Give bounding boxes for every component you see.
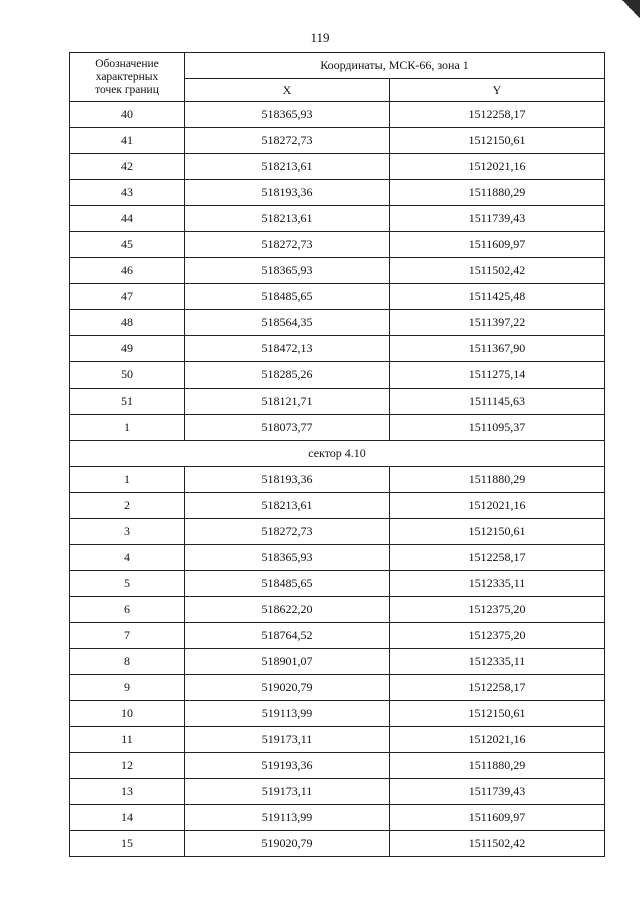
y-coordinate-cell: 1511367,90 bbox=[390, 336, 605, 362]
x-coordinate-cell: 519173,11 bbox=[185, 779, 390, 805]
x-coordinate-cell: 519020,79 bbox=[185, 675, 390, 701]
coordinates-table bbox=[69, 52, 605, 857]
table-row bbox=[70, 128, 605, 154]
x-coordinate-cell: 519193,36 bbox=[185, 753, 390, 779]
y-coordinate-cell: 1511609,97 bbox=[390, 805, 605, 831]
table-row bbox=[70, 753, 605, 779]
x-coordinate-cell: 518622,20 bbox=[185, 596, 390, 622]
y-coordinate-cell: 1511739,43 bbox=[390, 779, 605, 805]
point-number-cell: 50 bbox=[70, 362, 185, 388]
x-coordinate-cell: 518193,36 bbox=[185, 180, 390, 206]
x-coordinate-cell: 518073,77 bbox=[185, 414, 390, 440]
x-coordinate-cell: 518213,61 bbox=[185, 206, 390, 232]
y-coordinate-cell: 1511502,42 bbox=[390, 258, 605, 284]
y-coordinate-cell: 1512258,17 bbox=[390, 102, 605, 128]
point-number-cell: 1 bbox=[70, 414, 185, 440]
table-row bbox=[70, 336, 605, 362]
table-row bbox=[70, 596, 605, 622]
table-row bbox=[70, 232, 605, 258]
y-coordinate-cell: 1511609,97 bbox=[390, 232, 605, 258]
x-coordinate-cell: 519113,99 bbox=[185, 805, 390, 831]
table-row bbox=[70, 570, 605, 596]
point-number-cell: 45 bbox=[70, 232, 185, 258]
point-number-cell: 2 bbox=[70, 492, 185, 518]
x-coordinate-cell: 518485,65 bbox=[185, 284, 390, 310]
y-coordinate-cell: 1512335,11 bbox=[390, 648, 605, 674]
table-row bbox=[70, 727, 605, 753]
x-coordinate-cell: 518272,73 bbox=[185, 232, 390, 258]
x-coordinate-cell: 518365,93 bbox=[185, 544, 390, 570]
table-row bbox=[70, 544, 605, 570]
x-coordinate-cell: 518485,65 bbox=[185, 570, 390, 596]
table-row bbox=[70, 622, 605, 648]
point-label-line: точек границ bbox=[95, 83, 159, 96]
point-number-cell: 14 bbox=[70, 805, 185, 831]
x-coordinate-cell: 518472,13 bbox=[185, 336, 390, 362]
y-coordinate-cell: 1511397,22 bbox=[390, 310, 605, 336]
x-coordinate-cell: 519113,99 bbox=[185, 701, 390, 727]
table-row bbox=[70, 675, 605, 701]
page-number: 119 bbox=[310, 30, 330, 45]
x-coordinate-cell: 518213,61 bbox=[185, 492, 390, 518]
x-coordinate-cell: 518272,73 bbox=[185, 128, 390, 154]
y-coordinate-cell: 1512375,20 bbox=[390, 596, 605, 622]
point-number-cell: 40 bbox=[70, 102, 185, 128]
point-number-cell: 9 bbox=[70, 675, 185, 701]
point-number-cell: 8 bbox=[70, 648, 185, 674]
table-row bbox=[70, 362, 605, 388]
point-label-line: характерных bbox=[95, 70, 159, 83]
x-coordinate-cell: 518365,93 bbox=[185, 258, 390, 284]
point-number-cell: 10 bbox=[70, 701, 185, 727]
table-row bbox=[70, 206, 605, 232]
table-row bbox=[70, 648, 605, 674]
y-coordinate-cell: 1512021,16 bbox=[390, 727, 605, 753]
y-coordinate-cell: 1511502,42 bbox=[390, 831, 605, 857]
coords-title-header: Координаты, МСК-66, зона 1 bbox=[185, 53, 605, 79]
table-row bbox=[70, 831, 605, 857]
x-coordinate-cell: 518764,52 bbox=[185, 622, 390, 648]
y-coordinate-cell: 1512258,17 bbox=[390, 675, 605, 701]
point-number-cell: 41 bbox=[70, 128, 185, 154]
y-coordinate-cell: 1511880,29 bbox=[390, 466, 605, 492]
point-number-cell: 49 bbox=[70, 336, 185, 362]
table-row bbox=[70, 258, 605, 284]
point-number-cell: 12 bbox=[70, 753, 185, 779]
x-coordinate-cell: 519020,79 bbox=[185, 831, 390, 857]
point-number-cell: 44 bbox=[70, 206, 185, 232]
point-number-cell: 47 bbox=[70, 284, 185, 310]
y-coordinate-cell: 1511880,29 bbox=[390, 180, 605, 206]
y-coordinate-cell: 1512150,61 bbox=[390, 518, 605, 544]
x-coordinate-cell: 518285,26 bbox=[185, 362, 390, 388]
y-coordinate-cell: 1512150,61 bbox=[390, 701, 605, 727]
table-row bbox=[70, 779, 605, 805]
table-row bbox=[70, 492, 605, 518]
point-number-cell: 48 bbox=[70, 310, 185, 336]
y-coordinate-cell: 1511275,14 bbox=[390, 362, 605, 388]
point-number-cell: 5 bbox=[70, 570, 185, 596]
table-row bbox=[70, 154, 605, 180]
table-row bbox=[70, 102, 605, 128]
y-coordinate-cell: 1511145,63 bbox=[390, 388, 605, 414]
table-row bbox=[70, 284, 605, 310]
y-coordinate-cell: 1511880,29 bbox=[390, 753, 605, 779]
x-coordinate-cell: 518272,73 bbox=[185, 518, 390, 544]
y-column-header: Y bbox=[390, 79, 605, 102]
x-coordinate-cell: 518564,35 bbox=[185, 310, 390, 336]
point-label-line: Обозначение bbox=[95, 57, 159, 70]
x-coordinate-cell: 518901,07 bbox=[185, 648, 390, 674]
y-coordinate-cell: 1512021,16 bbox=[390, 492, 605, 518]
table-row bbox=[70, 388, 605, 414]
table-row bbox=[70, 310, 605, 336]
sector-row bbox=[70, 440, 605, 466]
point-number-cell: 4 bbox=[70, 544, 185, 570]
point-number-cell: 1 bbox=[70, 466, 185, 492]
x-coordinate-cell: 519173,11 bbox=[185, 727, 390, 753]
table-row bbox=[70, 805, 605, 831]
point-number-cell: 51 bbox=[70, 388, 185, 414]
point-number-cell: 11 bbox=[70, 727, 185, 753]
y-coordinate-cell: 1512258,17 bbox=[390, 544, 605, 570]
table-row bbox=[70, 518, 605, 544]
y-coordinate-cell: 1512375,20 bbox=[390, 622, 605, 648]
y-coordinate-cell: 1512335,11 bbox=[390, 570, 605, 596]
table-row bbox=[70, 466, 605, 492]
point-number-cell: 13 bbox=[70, 779, 185, 805]
point-number-cell: 46 bbox=[70, 258, 185, 284]
x-coordinate-cell: 518213,61 bbox=[185, 154, 390, 180]
point-label-header bbox=[70, 53, 185, 102]
point-number-cell: 43 bbox=[70, 180, 185, 206]
y-coordinate-cell: 1512021,16 bbox=[390, 154, 605, 180]
page-corner-mark bbox=[622, 0, 640, 18]
sector-label: сектор 4.10 bbox=[70, 440, 605, 466]
table-body bbox=[70, 102, 605, 857]
point-number-cell: 7 bbox=[70, 622, 185, 648]
x-coordinate-cell: 518193,36 bbox=[185, 466, 390, 492]
table-row bbox=[70, 180, 605, 206]
point-number-cell: 6 bbox=[70, 596, 185, 622]
table-row bbox=[70, 701, 605, 727]
x-coordinate-cell: 518121,71 bbox=[185, 388, 390, 414]
y-coordinate-cell: 1511425,48 bbox=[390, 284, 605, 310]
y-coordinate-cell: 1511095,37 bbox=[390, 414, 605, 440]
table-row bbox=[70, 414, 605, 440]
y-coordinate-cell: 1512150,61 bbox=[390, 128, 605, 154]
point-number-cell: 15 bbox=[70, 831, 185, 857]
point-number-cell: 3 bbox=[70, 518, 185, 544]
point-number-cell: 42 bbox=[70, 154, 185, 180]
y-coordinate-cell: 1511739,43 bbox=[390, 206, 605, 232]
x-coordinate-cell: 518365,93 bbox=[185, 102, 390, 128]
x-column-header: X bbox=[185, 79, 390, 102]
